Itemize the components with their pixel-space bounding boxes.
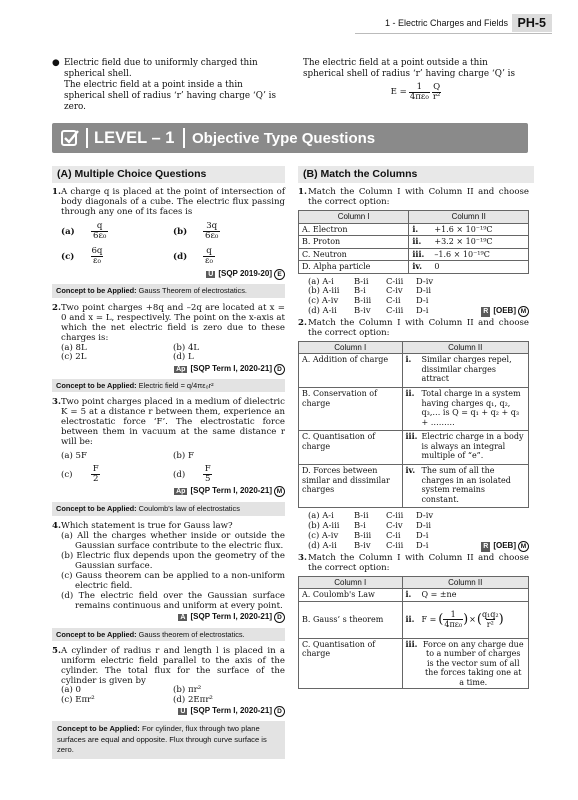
table-row: C. Neutron iii. –1.6 × 10⁻¹⁹C	[299, 248, 529, 261]
left-column	[52, 187, 285, 759]
formula-q: Q	[433, 82, 441, 92]
header-divider	[355, 33, 552, 34]
q5-source-tag: U [SQP Term I, 2020-21] D	[52, 706, 285, 717]
q2-text: Two point charges +8q and –2q are located at x = 0 and x = L, respectively. The point on the x-axis at which the net electric field is zero due to these charges is:	[61, 302, 285, 343]
question-1	[52, 187, 285, 217]
table-row: B. Conservation of charge ii. Total charge in a system having charges q₁, q₂, q₃,… is Q = q₁ + q₂ + q₃ + ………	[299, 388, 529, 431]
section-a-heading: (A) Multiple Choice Questions	[52, 166, 285, 183]
q3-concept: Concept to be Applied: Coulomb's law of electrostatics	[52, 502, 285, 516]
m1-source-tag: R [OEB] M	[481, 306, 529, 317]
q3-option-c: (c) F 2	[61, 464, 99, 484]
m3-text: Match the Column I with Column II and choose the correct option:	[308, 552, 529, 573]
m1-text: Match the Column I with Column II and choose the correct option:	[308, 187, 529, 207]
q3-option-d: (d) F 5	[173, 464, 211, 484]
q4-option-b: (b) Electric flux depends upon the geometry of the Gaussian surface.	[61, 550, 285, 571]
q1-source-tag: U [SQP 2019-20] E	[52, 269, 285, 280]
q1-concept: Concept to be Applied: Gauss Theorem of electrostatics.	[52, 284, 285, 298]
top-left-text-1: Electric field due to uniformly charged thin spherical shell.	[64, 58, 258, 79]
match-3: 3. Match the Column I with Column II and choose the correct option:	[298, 552, 529, 573]
formula-den: 4πε₀	[409, 92, 429, 102]
q2-concept: Concept to be Applied: Electric field = q/4πε₀r²	[52, 379, 285, 393]
q1-number: 1.	[52, 187, 61, 197]
q3-source-tag: Ap [SQP Term I, 2020-21] M	[52, 486, 285, 497]
chapter-title: 1 - Electric Charges and Fields	[384, 18, 508, 28]
table-row: A. Electron i. +1.6 × 10⁻¹⁹C	[299, 223, 529, 236]
q4-option-a: (a) All the charges whether inside or outside the Gaussian surface contribute to the electric flux.	[61, 530, 285, 551]
m2-options	[308, 511, 529, 551]
level-label: LEVEL – 1	[94, 129, 175, 147]
q4-option-d: (d) The electric field over the Gaussian surface remains continuous and uniform at every point.	[61, 590, 285, 611]
q5-option-a: (a) 0	[61, 685, 82, 695]
right-column	[298, 187, 529, 689]
match-2: 2. Match the Column I with Column II and choose the correct option:	[298, 317, 529, 338]
question-2: 2. Two point charges +8q and –2q are located at x = 0 and x = L, respectively. The point on the x-axis at which the net electric field is zero due to these charges is:	[52, 302, 285, 343]
q2-source-tag: Ap [SQP Term I, 2020-21] D	[52, 364, 285, 375]
q4-concept: Concept to be Applied: Gauss theorem of electrostatics.	[52, 628, 285, 642]
q5-concept: Concept to be Applied: For cylinder, flux through two plane surfaces are equal and opposite. Flux through curve surface is zero.	[52, 721, 285, 759]
q4-option-c: (c) Gauss theorem can be applied to a non-uniform electric field.	[61, 570, 285, 591]
m1-option-b: (b) A-iii B-i C-iv D-ii	[308, 285, 432, 296]
table-row: A. Addition of charge i. Similar charges repel, dissimilar charges attract	[299, 354, 529, 388]
m2-table: Column I Column II A. Addition of charge i. Similar charges repel, dissimilar charges attract B. Conservation of charge ii. Total charge in a system having charges q₁, q₂, q₃,… is Q = q₁ + q₂ + q₃ + ……… C. Quantisation of charge iii. Electric charge in a body is always an integral multiple of “e”. D. Forces between similar and dissimilar charges iv. The sum of all the charges in an isolated system remains constant.	[298, 341, 529, 509]
m1-option-d: (d) A-ii B-iv C-iii D-i R [OEB] M	[308, 306, 529, 317]
q2-option-d: (d) L	[173, 352, 194, 362]
q1-option-c: (c) 6q ε₀	[61, 246, 103, 266]
m3-table: Column I Column II A. Coulomb's Law i. Q = ±ne B. Gauss’ s theorem ii. F = ( 1 4πε₀ ) × ( q₁q₂ r² ) C. Quantisation of charge iii. Force on any charge due to a number of charges is the vector sum of all the forces taking one at a time.	[298, 576, 529, 690]
table-row: B. Gauss’ s theorem ii. F = ( 1 4πε₀ ) × ( q₁q₂ r² )	[299, 601, 529, 638]
q1-option-d: (d) q ε₀	[173, 246, 213, 266]
q3-text: Two point charges placed in a medium of dielectric K = 5 at a distance r between them, experience an electrostatic force ‘F’. The electrostatic force between them in vacuum at the same distance r will be:	[61, 397, 285, 447]
q5-option-b: (b) πr²	[173, 685, 202, 695]
top-left-block	[52, 58, 280, 113]
formula-lhs: E =	[390, 87, 407, 97]
q1-text: A charge q is placed at the point of intersection of body diagonals of a cube. The electric flux passing through any one of its faces is	[61, 187, 285, 217]
m1-table: Column I Column II A. Electron i. +1.6 × 10⁻¹⁹C B. Proton ii. +3.2 × 10⁻¹⁹C C. Neutron iii. –1.6 × 10⁻¹⁹C D. Alpha particle iv. 0	[298, 210, 529, 274]
q1-option-b: (b) 3q 6ε₀	[173, 221, 219, 241]
q5-text: A cylinder of radius r and length l is placed in a uniform electric field parallel to the axis of the cylinder. The total flux for the surface of the cylinder is given by	[61, 646, 285, 686]
q4-source-tag: A [SQP Term I, 2020-21] D	[52, 612, 285, 623]
q3-option-a: (a) 5F	[61, 451, 87, 461]
q3-options	[61, 451, 285, 484]
page-code: PH-5	[512, 14, 552, 32]
q2-options	[61, 344, 285, 363]
m1-option-c: (c) A-iv B-iii C-ii D-i	[308, 295, 429, 306]
table-row: D. Alpha particle iv. 0	[299, 261, 529, 274]
q5-options	[61, 686, 285, 705]
m2-source-tag: R [OEB] M	[481, 541, 529, 552]
q2-option-b: (b) 4L	[173, 342, 200, 353]
q2-option-a: (a) 8L	[61, 342, 87, 353]
table-row: C. Quantisation of charge iii. Force on any charge due to a number of charges is the vector sum of all the forces taking one at a time.	[299, 638, 529, 689]
q5-option-d: (d) 2Eπr²	[173, 694, 213, 705]
table-row: B. Proton ii. +3.2 × 10⁻¹⁹C	[299, 236, 529, 249]
formula-r: r²	[432, 92, 441, 102]
m1-options	[308, 277, 529, 317]
m2-option-b: (b) A-iii B-i C-iv D-ii	[308, 520, 432, 531]
table-row: C. Quantisation of charge iii. Electric charge in a body is always an integral multiple of “e”.	[299, 431, 529, 465]
formula-num: 1	[416, 82, 423, 92]
q4-options	[61, 531, 285, 611]
q2-option-c: (c) 2L	[61, 352, 87, 362]
question-3: 3. Two point charges placed in a medium of dielectric K = 5 at a distance r between them, experience an electrostatic force ‘F’. The electrostatic force between them in vacuum at the same distance r will be:	[52, 397, 285, 447]
top-formula	[303, 83, 529, 102]
banner-title: Objective Type Questions	[192, 130, 376, 147]
q1-options	[61, 222, 285, 266]
banner-separator	[86, 128, 88, 148]
m2-option-d: (d) A-ii B-iv C-iii D-i R [OEB] M	[308, 541, 529, 552]
m2-option-c: (c) A-iv B-iii C-ii D-i	[308, 529, 429, 540]
q4-text: Which statement is true for Gauss law?	[61, 520, 233, 531]
table-row: D. Forces between similar and dissimilar charges iv. The sum of all the charges in an isolated system remains constant.	[299, 465, 529, 508]
m1-option-a: (a) A-i B-ii C-iii D-iv	[308, 275, 434, 286]
m2-option-a: (a) A-i B-ii C-iii D-iv	[308, 510, 434, 521]
q3-option-b: (b) F	[173, 451, 194, 461]
q5-option-c: (c) Eπr²	[61, 694, 95, 705]
match-1: 1. Match the Column I with Column II and choose the correct option:	[298, 187, 529, 207]
checkbox-icon	[60, 128, 80, 148]
top-right-text: The electric field at a point outside a thin spherical shell of radius ‘r’ having charge ‘Q’ is	[303, 58, 515, 79]
m2-text: Match the Column I with Column II and choose the correct option:	[308, 317, 529, 338]
section-b-heading: (B) Match the Columns	[298, 166, 534, 183]
question-4: 4. Which statement is true for Gauss law?	[52, 521, 285, 531]
table-row: A. Coulomb's Law i. Q = ±ne	[299, 589, 529, 602]
question-5: 5. A cylinder of radius r and length l is placed in a uniform electric field parallel to the axis of the cylinder. The total flux for the surface of the cylinder is given by	[52, 646, 285, 686]
top-left-text-2: The electric field at a point inside a thin spherical shell of radius ‘r’ having charge ‘Q’ is zero.	[64, 80, 276, 112]
top-right-block	[303, 58, 529, 102]
banner-separator	[183, 128, 185, 148]
bullet-icon: ●	[52, 58, 60, 68]
q1-option-a: (a) q 6ε₀	[61, 221, 107, 241]
